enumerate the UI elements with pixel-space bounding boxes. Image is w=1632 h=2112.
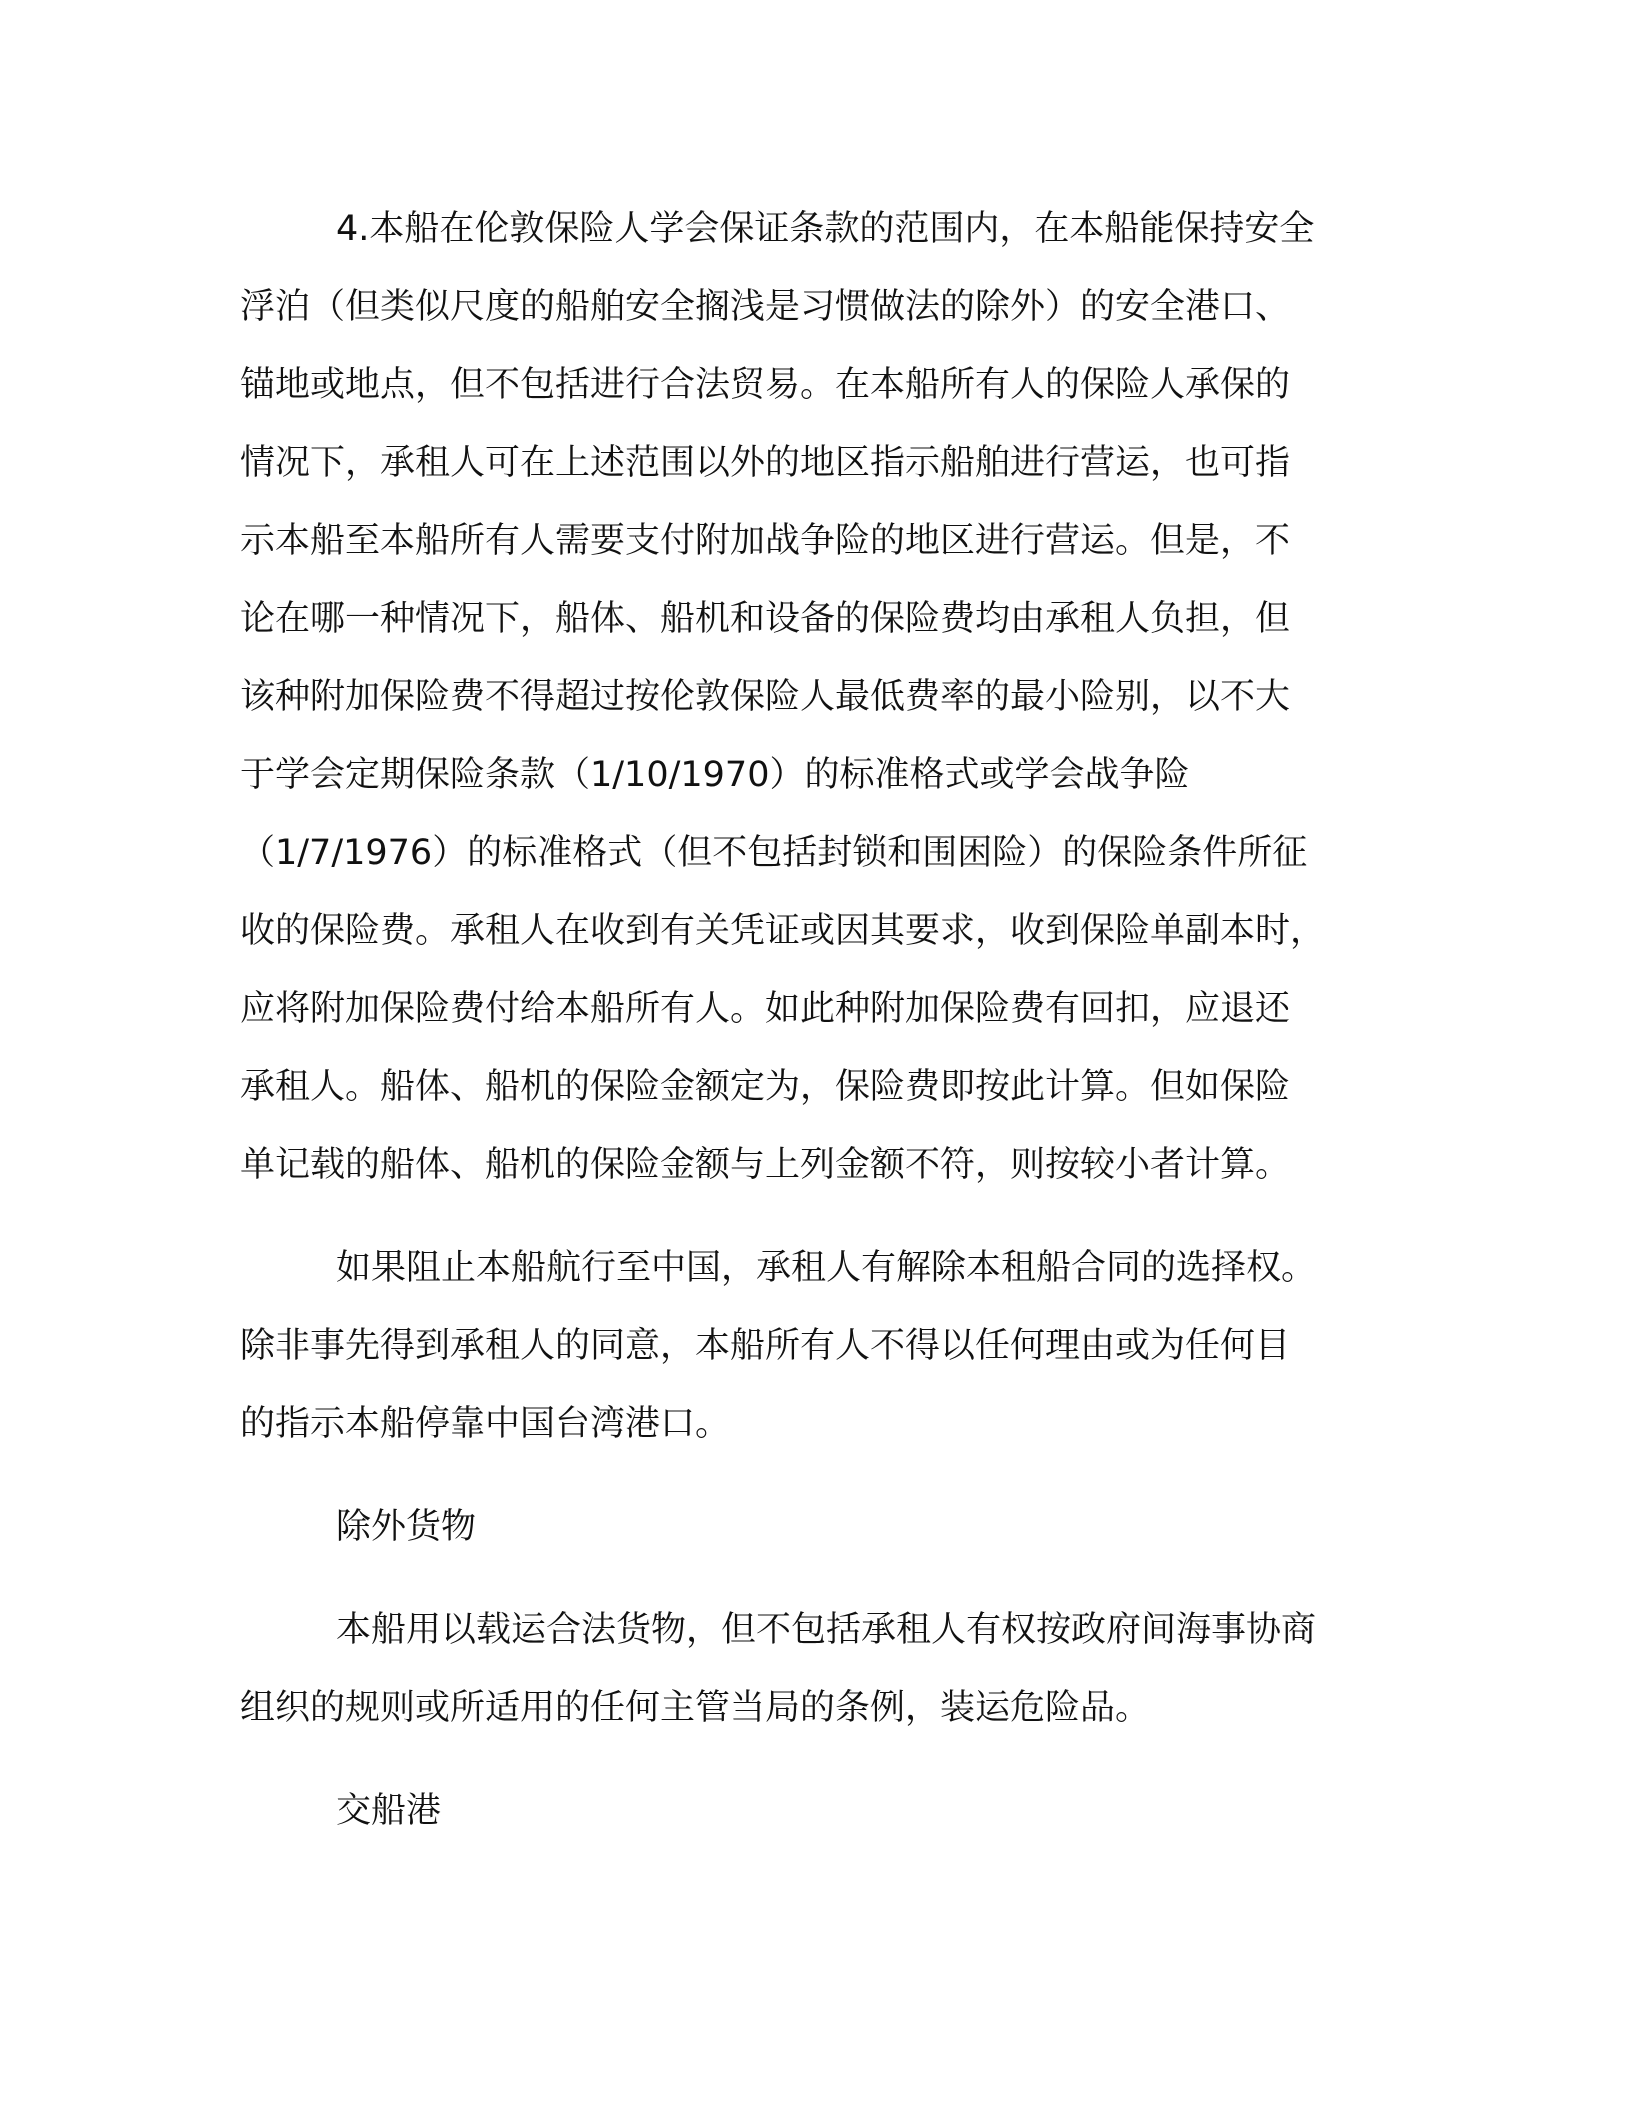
section-heading-excluded-cargo: 除外货物 — [336, 1507, 477, 1547]
text-line: 的指示本船停靠中国台湾港口。 — [240, 1404, 731, 1444]
text-line: 论在哪一种情况下，船体、船机和设备的保险费均由承租人负担，但 — [240, 599, 1291, 639]
paragraph-insurance-clause — [240, 190, 1380, 1204]
text-line: 组织的规则或所适用的任何主管当局的条例，装运危险品。 — [240, 1688, 1151, 1728]
text-line: 单记载的船体、船机的保险金额与上列金额不符，则按较小者计算。 — [240, 1145, 1291, 1185]
text-line: 该种附加保险费不得超过按伦敦保险人最低费率的最小险别，以不大 — [240, 677, 1291, 717]
text-line: 示本船至本船所有人需要支付附加战争险的地区进行营运。但是，不 — [240, 521, 1291, 561]
text-line: 本船用以载运合法货物，但不包括承租人有权按政府间海事协商 — [336, 1610, 1317, 1650]
text-line: 收的保险费。承租人在收到有关凭证或因其要求，收到保险单副本时， — [240, 911, 1326, 951]
paragraph-china-clause — [240, 1229, 1380, 1463]
text-line: （1/7/1976）的标准格式（但不包括封锁和围困险）的保险条件所征 — [240, 833, 1308, 873]
section-heading-delivery-port: 交船港 — [336, 1791, 442, 1831]
text-line: 如果阻止本船航行至中国，承租人有解除本租船合同的选择权。 — [336, 1248, 1317, 1288]
text-line: 4.本船在伦敦保险人学会保证条款的范围内，在本船能保持安全 — [336, 209, 1315, 249]
document-page — [240, 190, 1380, 1875]
text-line: 应将附加保险费付给本船所有人。如此种附加保险费有回扣，应退还 — [240, 989, 1291, 1029]
text-line: 浮泊（但类似尺度的船舶安全搁浅是习惯做法的除外）的安全港口、 — [240, 287, 1291, 327]
text-line: 除非事先得到承租人的同意，本船所有人不得以任何理由或为任何目 — [240, 1326, 1291, 1366]
text-line: 情况下，承租人可在上述范围以外的地区指示船舶进行营运，也可指 — [240, 443, 1291, 483]
text-line: 于学会定期保险条款（1/10/1970）的标准格式或学会战争险 — [240, 755, 1190, 795]
paragraph-cargo-clause — [240, 1591, 1380, 1747]
text-line: 锚地或地点，但不包括进行合法贸易。在本船所有人的保险人承保的 — [240, 365, 1291, 405]
text-line: 承租人。船体、船机的保险金额定为，保险费即按此计算。但如保险 — [240, 1067, 1291, 1107]
